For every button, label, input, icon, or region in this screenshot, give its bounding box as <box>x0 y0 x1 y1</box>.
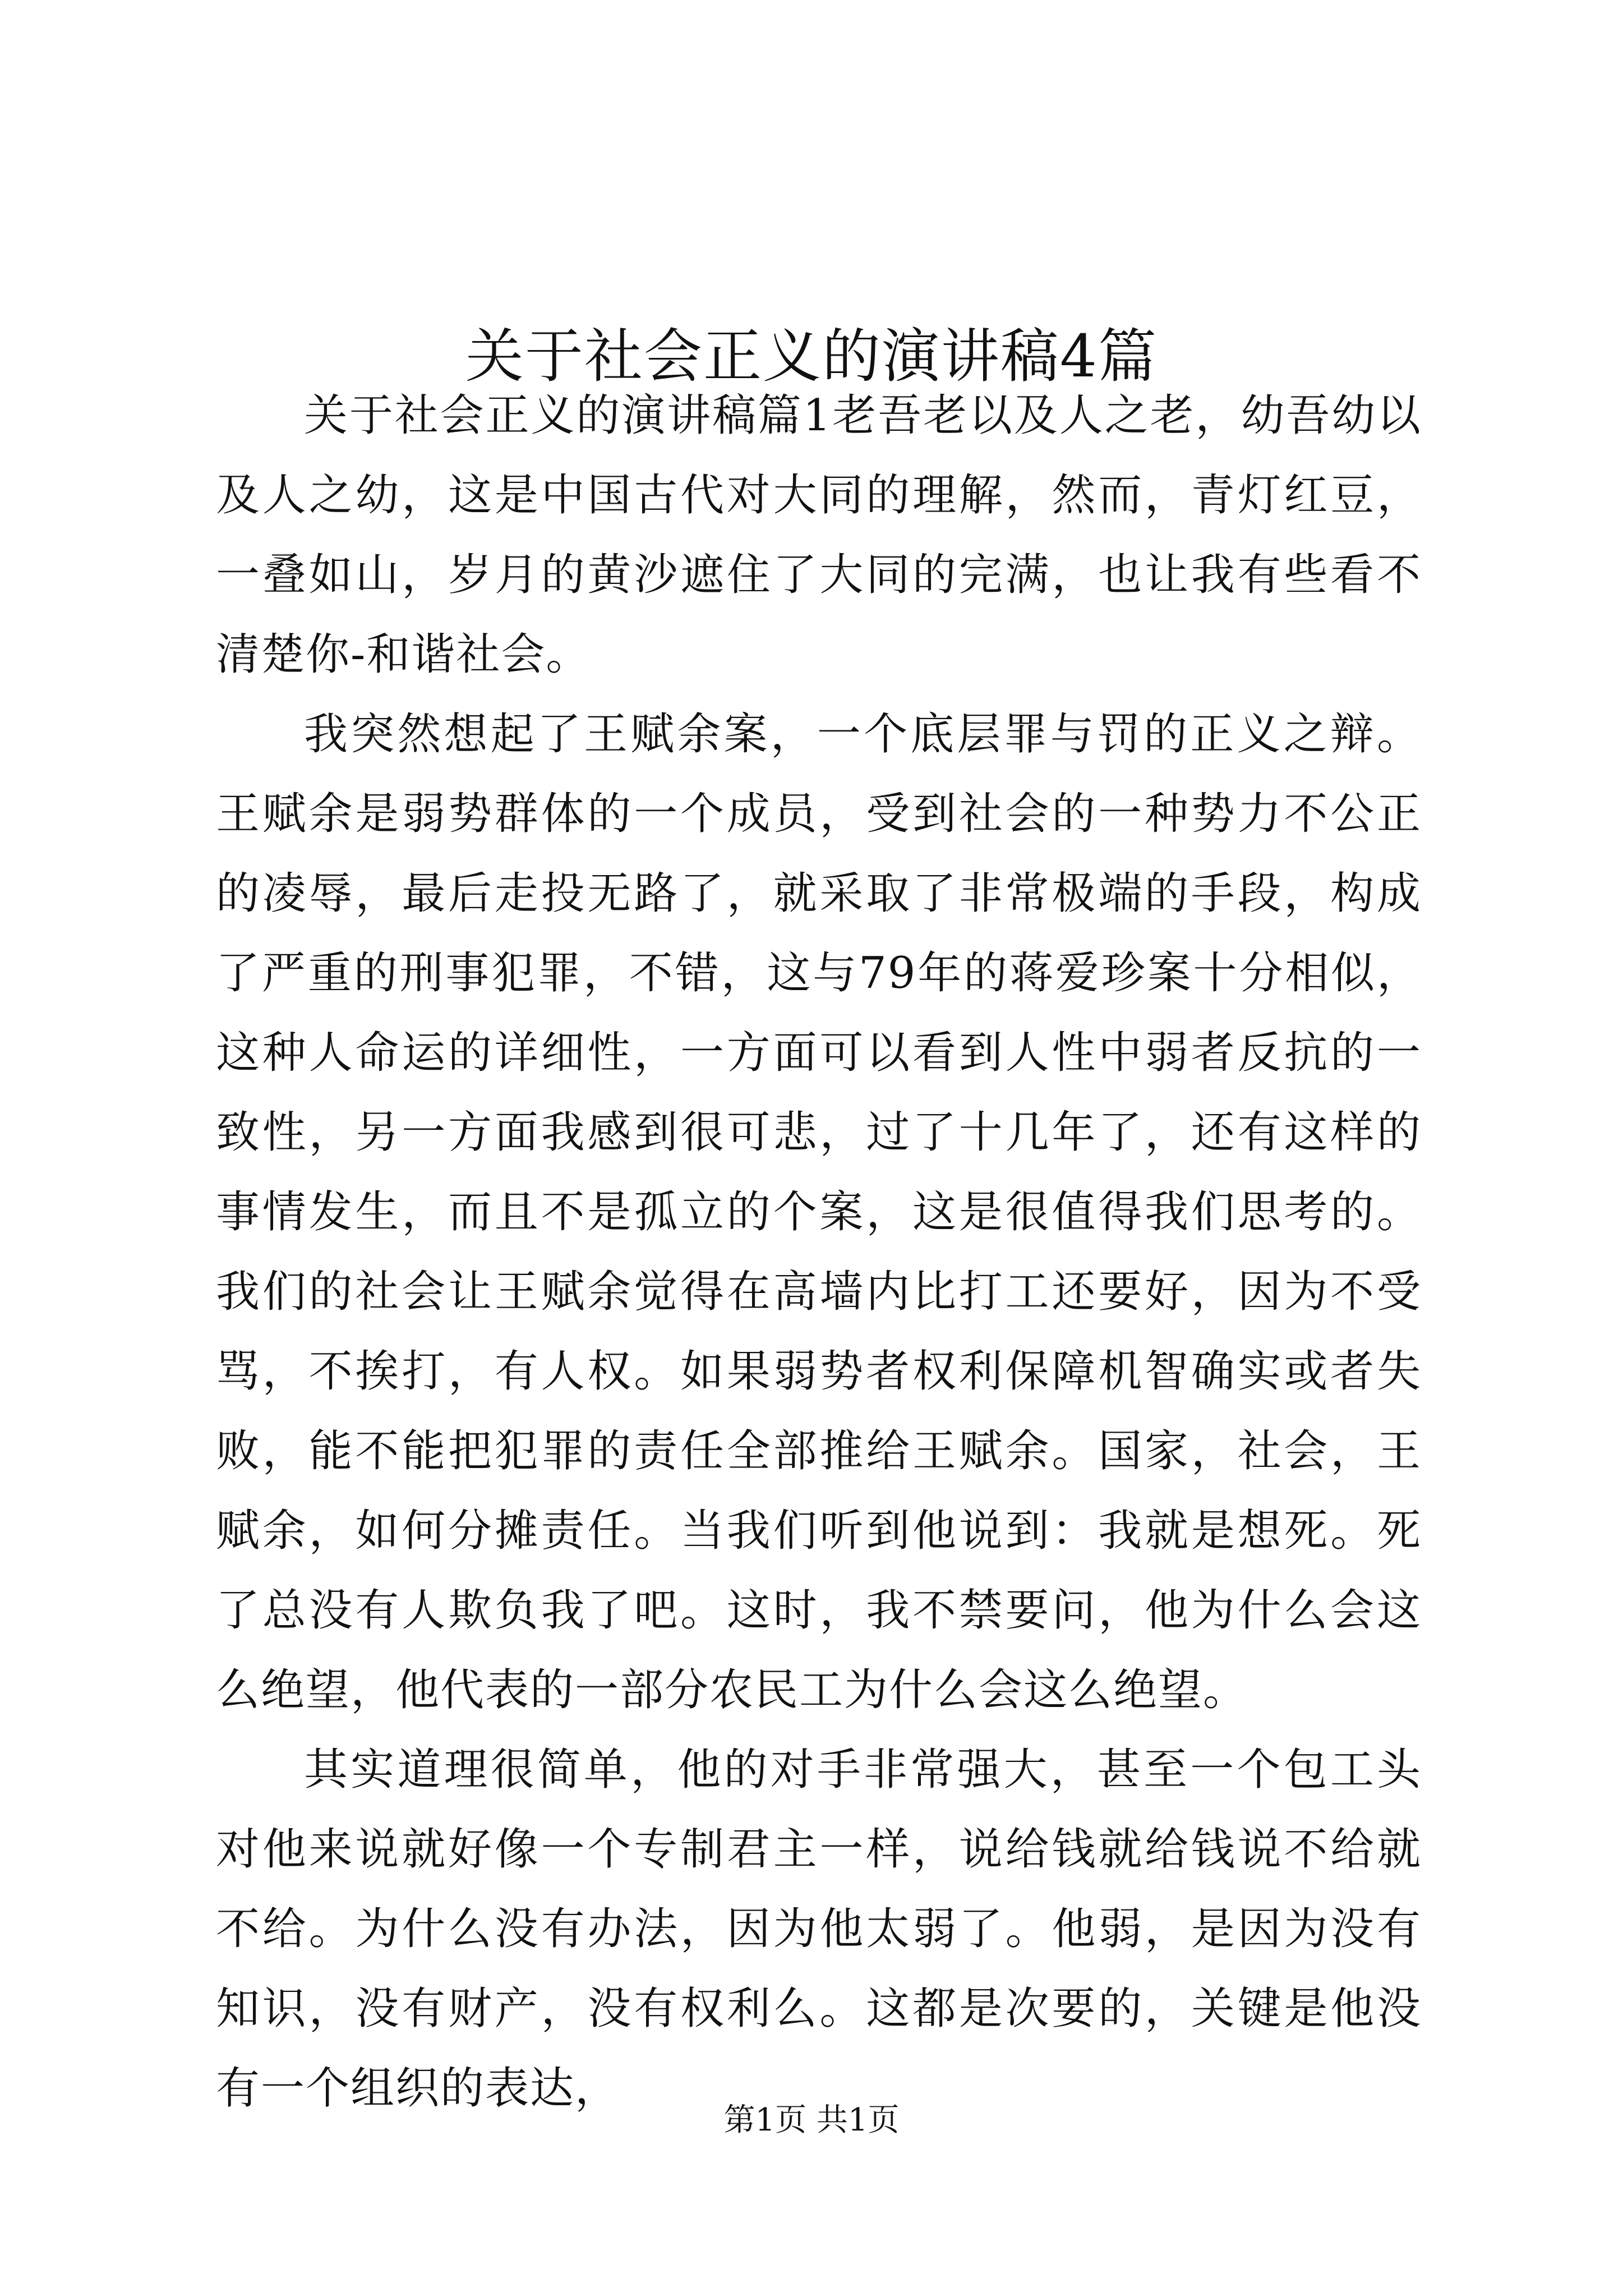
paragraph-1: 关于社会正义的演讲稿篇1老吾老以及人之老，幼吾幼以及人之幼，这是中国古代对大同的理解，然而，青灯红豆，一叠如山，岁月的黄沙遮住了大同的完满，也让我有些看不清楚你-和谐社会。 <box>216 390 1422 680</box>
paragraph-2: 我突然想起了王赋余案，一个底层罪与罚的正义之辩。王赋余是弱势群体的一个成员，受到社会的一种势力不公正的凌辱，最后走投无路了，就采取了非常极端的手段，构成了严重的刑事犯罪，不错，这与79年的蒋爱珍案十分相似，这种人命运的详细性，一方面可以看到人性中弱者反抗的一致性，另一方面我感到很可悲，过了十几年了，还有这样的事情发生，而且不是孤立的个案，这是很值得我们思考的。我们的社会让王赋余觉得在高墙内比打工还要好，因为不受骂，不挨打，有人权。如果弱势者权利保障机智确实或者失败，能不能把犯罪的责任全部推给王赋余。国家，社会，王赋余，如何分摊责任。当我们听到他说到：我就是想死。死了总没有人欺负我了吧。这时，我不禁要问，他为什么会这么绝望，他代表的一部分农民工为什么会这么绝望。 <box>216 709 1422 1715</box>
paragraph-3: 其实道理很简单，他的对手非常强大，甚至一个包工头对他来说就好像一个专制君主一样，说给钱就给钱说不给就不给。为什么没有办法，因为他太弱了。他弱，是因为没有知识，没有财产，没有权利么。这都是次要的，关键是他没有一个组织的表达， <box>216 1745 1422 2114</box>
document-body <box>216 376 1422 2128</box>
document-title: 关于社会正义的演讲稿4篇 <box>465 321 1158 390</box>
page-footer: 第1页 共1页 <box>723 2102 900 2138</box>
